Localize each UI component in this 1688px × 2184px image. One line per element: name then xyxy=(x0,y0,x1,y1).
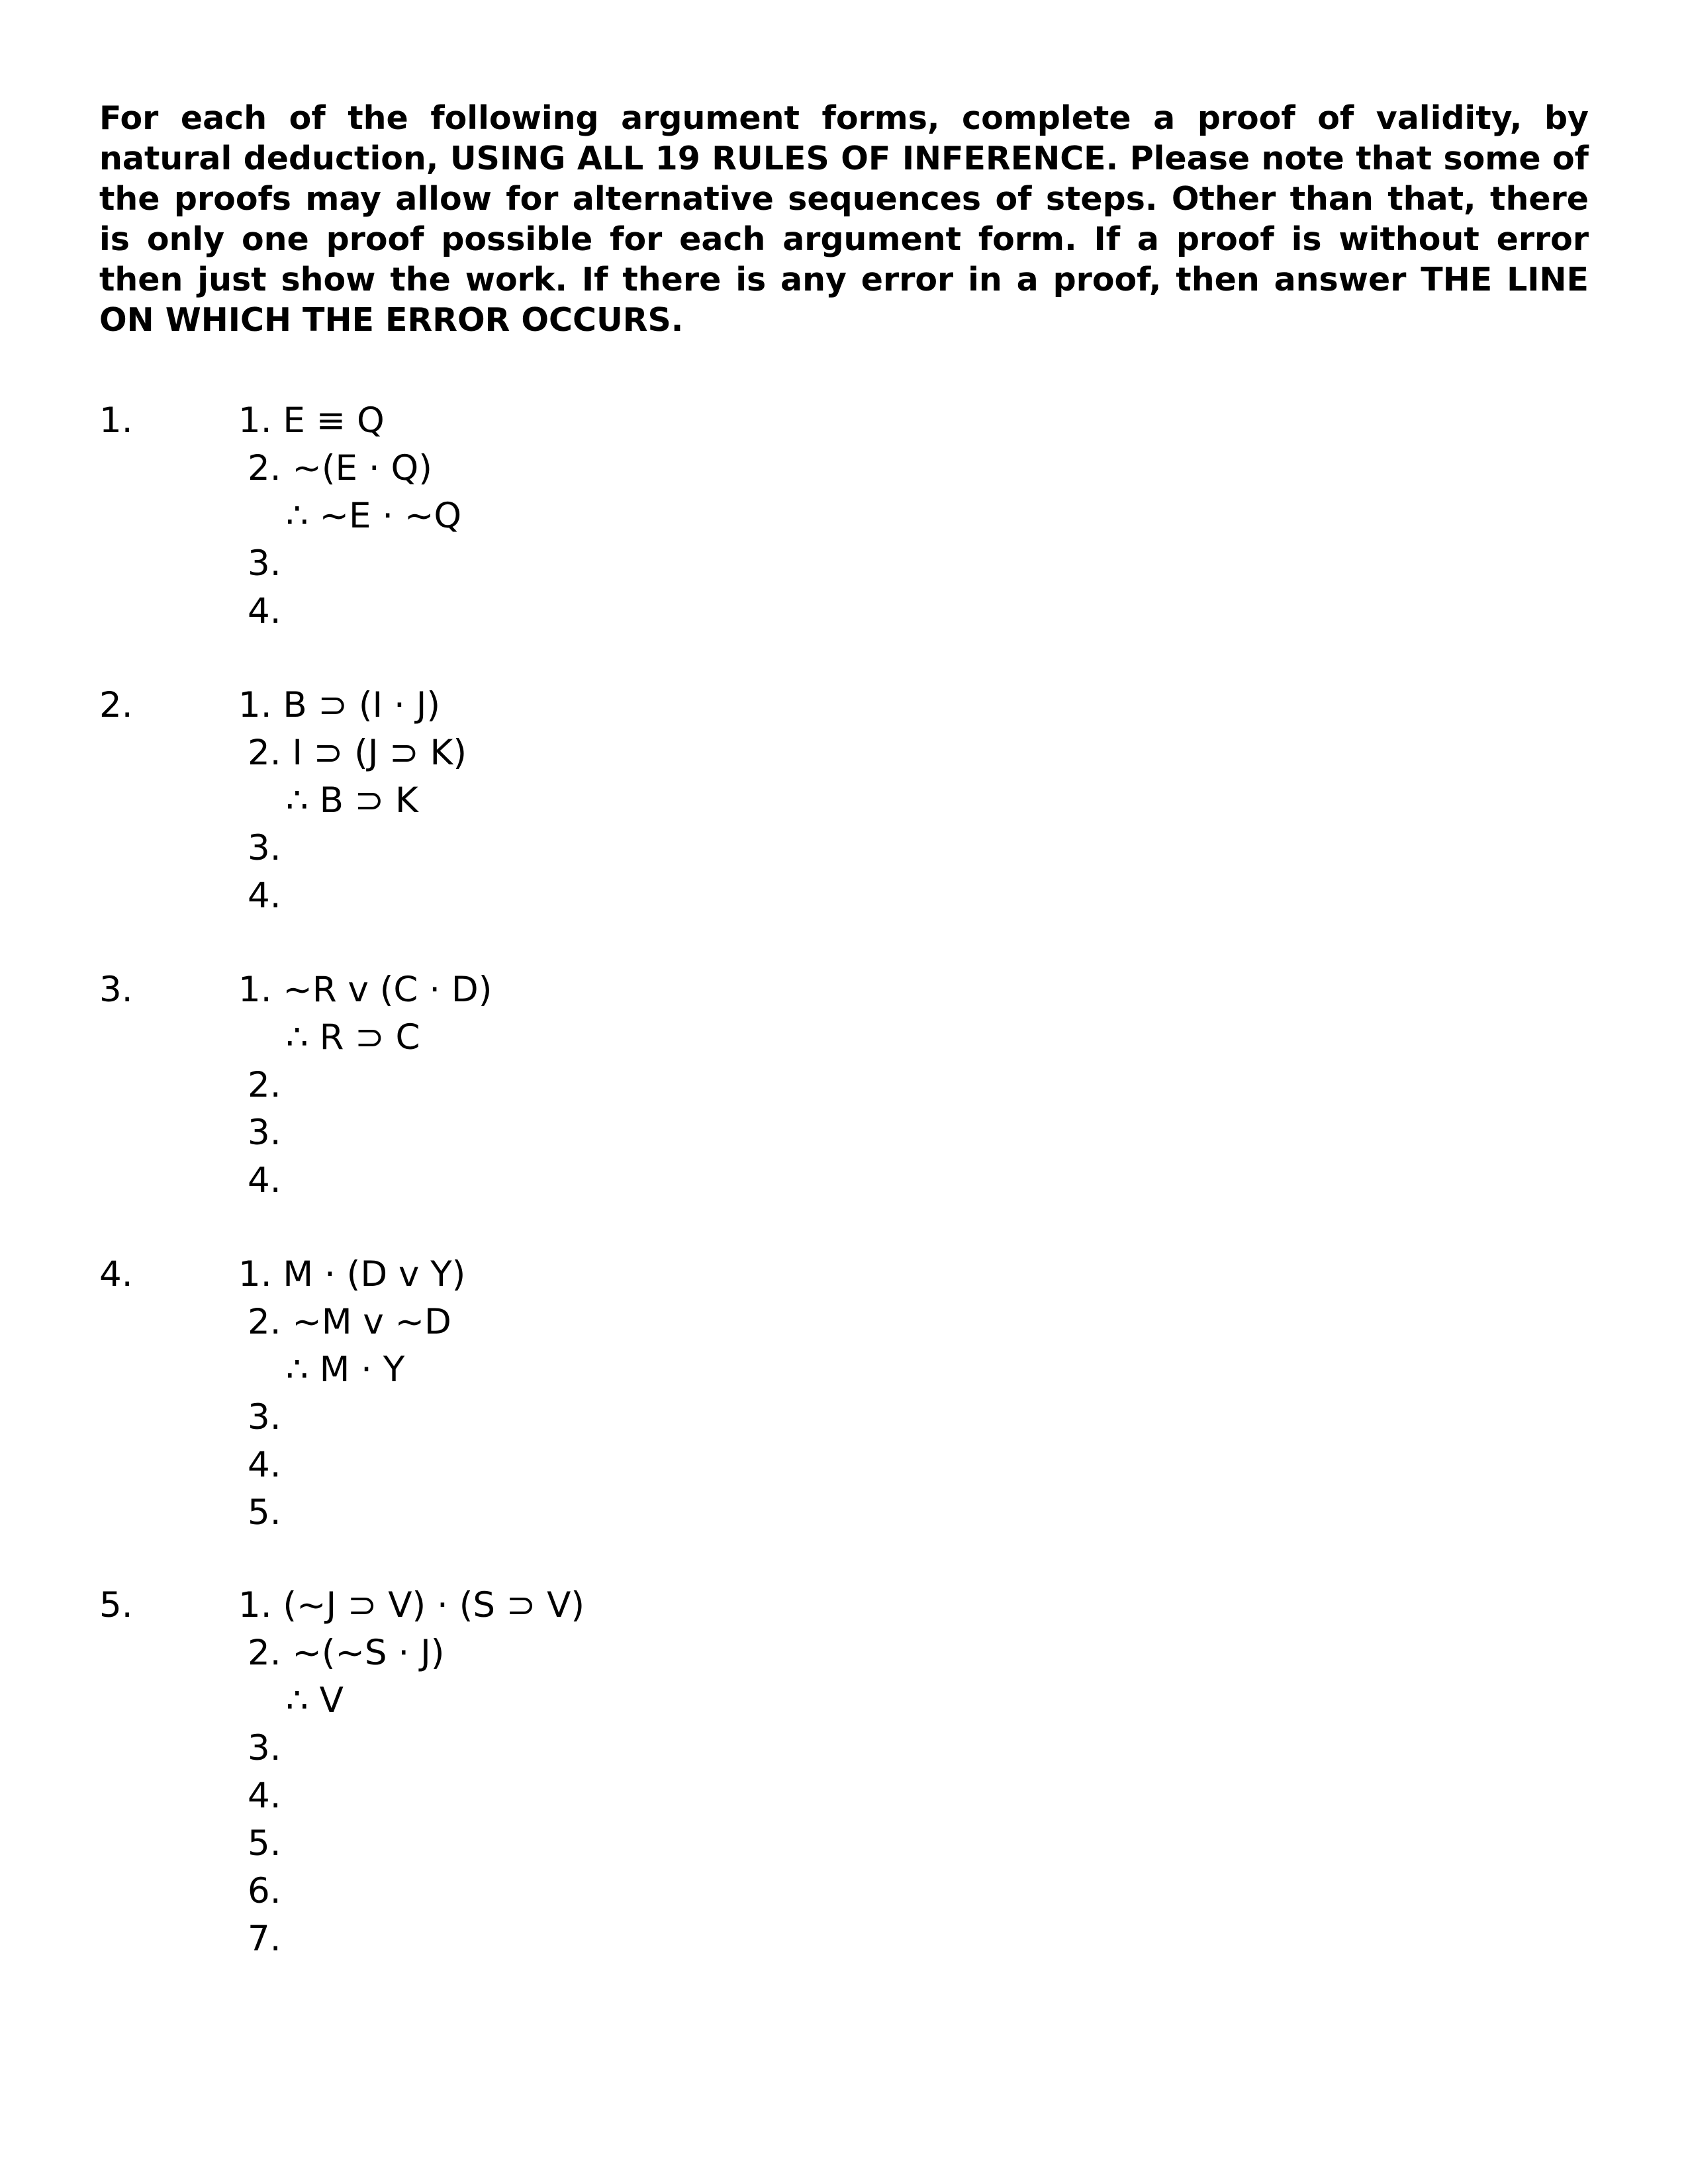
problem-number: 5. xyxy=(99,1585,133,1625)
blank-step-line: 7. xyxy=(248,1919,281,1959)
problem-number: 4. xyxy=(99,1254,133,1295)
proof-lines xyxy=(238,966,492,1205)
instructions: For each of the following argument forms, complete a proof of validity, by natural deduction, USING ALL 19 RULES OF INFERENCE. Please note that some of the proofs may allow for alternative sequences of steps. Other than that, there is only one proof possible for each argument form. If a proof is without error then just show the work. If there is any error in a proof, then answer THE LINE ON WHICH THE ERROR OCCURS. xyxy=(99,99,1589,339)
blank-step-line: 3. xyxy=(248,828,281,868)
premise-line: 2. I ⊃ (J ⊃ K) xyxy=(248,733,467,773)
premise-line: 2. ~(E · Q) xyxy=(248,448,432,488)
problem-number: 1. xyxy=(99,400,133,441)
blank-step-line: 3. xyxy=(248,1397,281,1437)
premise-line: 1. (~J ⊃ V) · (S ⊃ V) xyxy=(238,1585,585,1625)
conclusion-line: ∴ M · Y xyxy=(286,1349,405,1390)
blank-step-line: 3. xyxy=(248,1113,281,1153)
proof-lines xyxy=(238,1582,585,1963)
blank-step-line: 3. xyxy=(248,1728,281,1768)
blank-step-line: 6. xyxy=(248,1871,281,1911)
proof-lines xyxy=(238,682,467,920)
proof-lines xyxy=(238,1251,465,1537)
blank-step-line: 5. xyxy=(248,1492,281,1533)
blank-step-line: 4. xyxy=(248,1445,281,1485)
premise-line: 1. ~R v (C · D) xyxy=(238,970,492,1010)
problem-number: 3. xyxy=(99,970,133,1010)
blank-step-line: 2. xyxy=(248,1065,281,1105)
premise-line: 1. E ≡ Q xyxy=(238,400,385,441)
blank-step-line: 4. xyxy=(248,1776,281,1816)
conclusion-line: ∴ V xyxy=(286,1680,344,1721)
blank-step-line: 3. xyxy=(248,543,281,584)
blank-step-line: 4. xyxy=(248,1160,281,1201)
problem-number: 2. xyxy=(99,685,133,725)
premise-line: 2. ~M v ~D xyxy=(248,1302,451,1342)
blank-step-line: 5. xyxy=(248,1823,281,1864)
conclusion-line: ∴ ~E · ~Q xyxy=(286,496,462,536)
proof-lines xyxy=(238,397,461,635)
conclusion-line: ∴ R ⊃ C xyxy=(286,1017,420,1058)
blank-step-line: 4. xyxy=(248,876,281,916)
blank-step-line: 4. xyxy=(248,591,281,631)
premise-line: 2. ~(~S · J) xyxy=(248,1633,445,1673)
premise-line: 1. M · (D v Y) xyxy=(238,1254,466,1295)
premise-line: 1. B ⊃ (I · J) xyxy=(238,685,441,725)
conclusion-line: ∴ B ⊃ K xyxy=(286,780,418,821)
